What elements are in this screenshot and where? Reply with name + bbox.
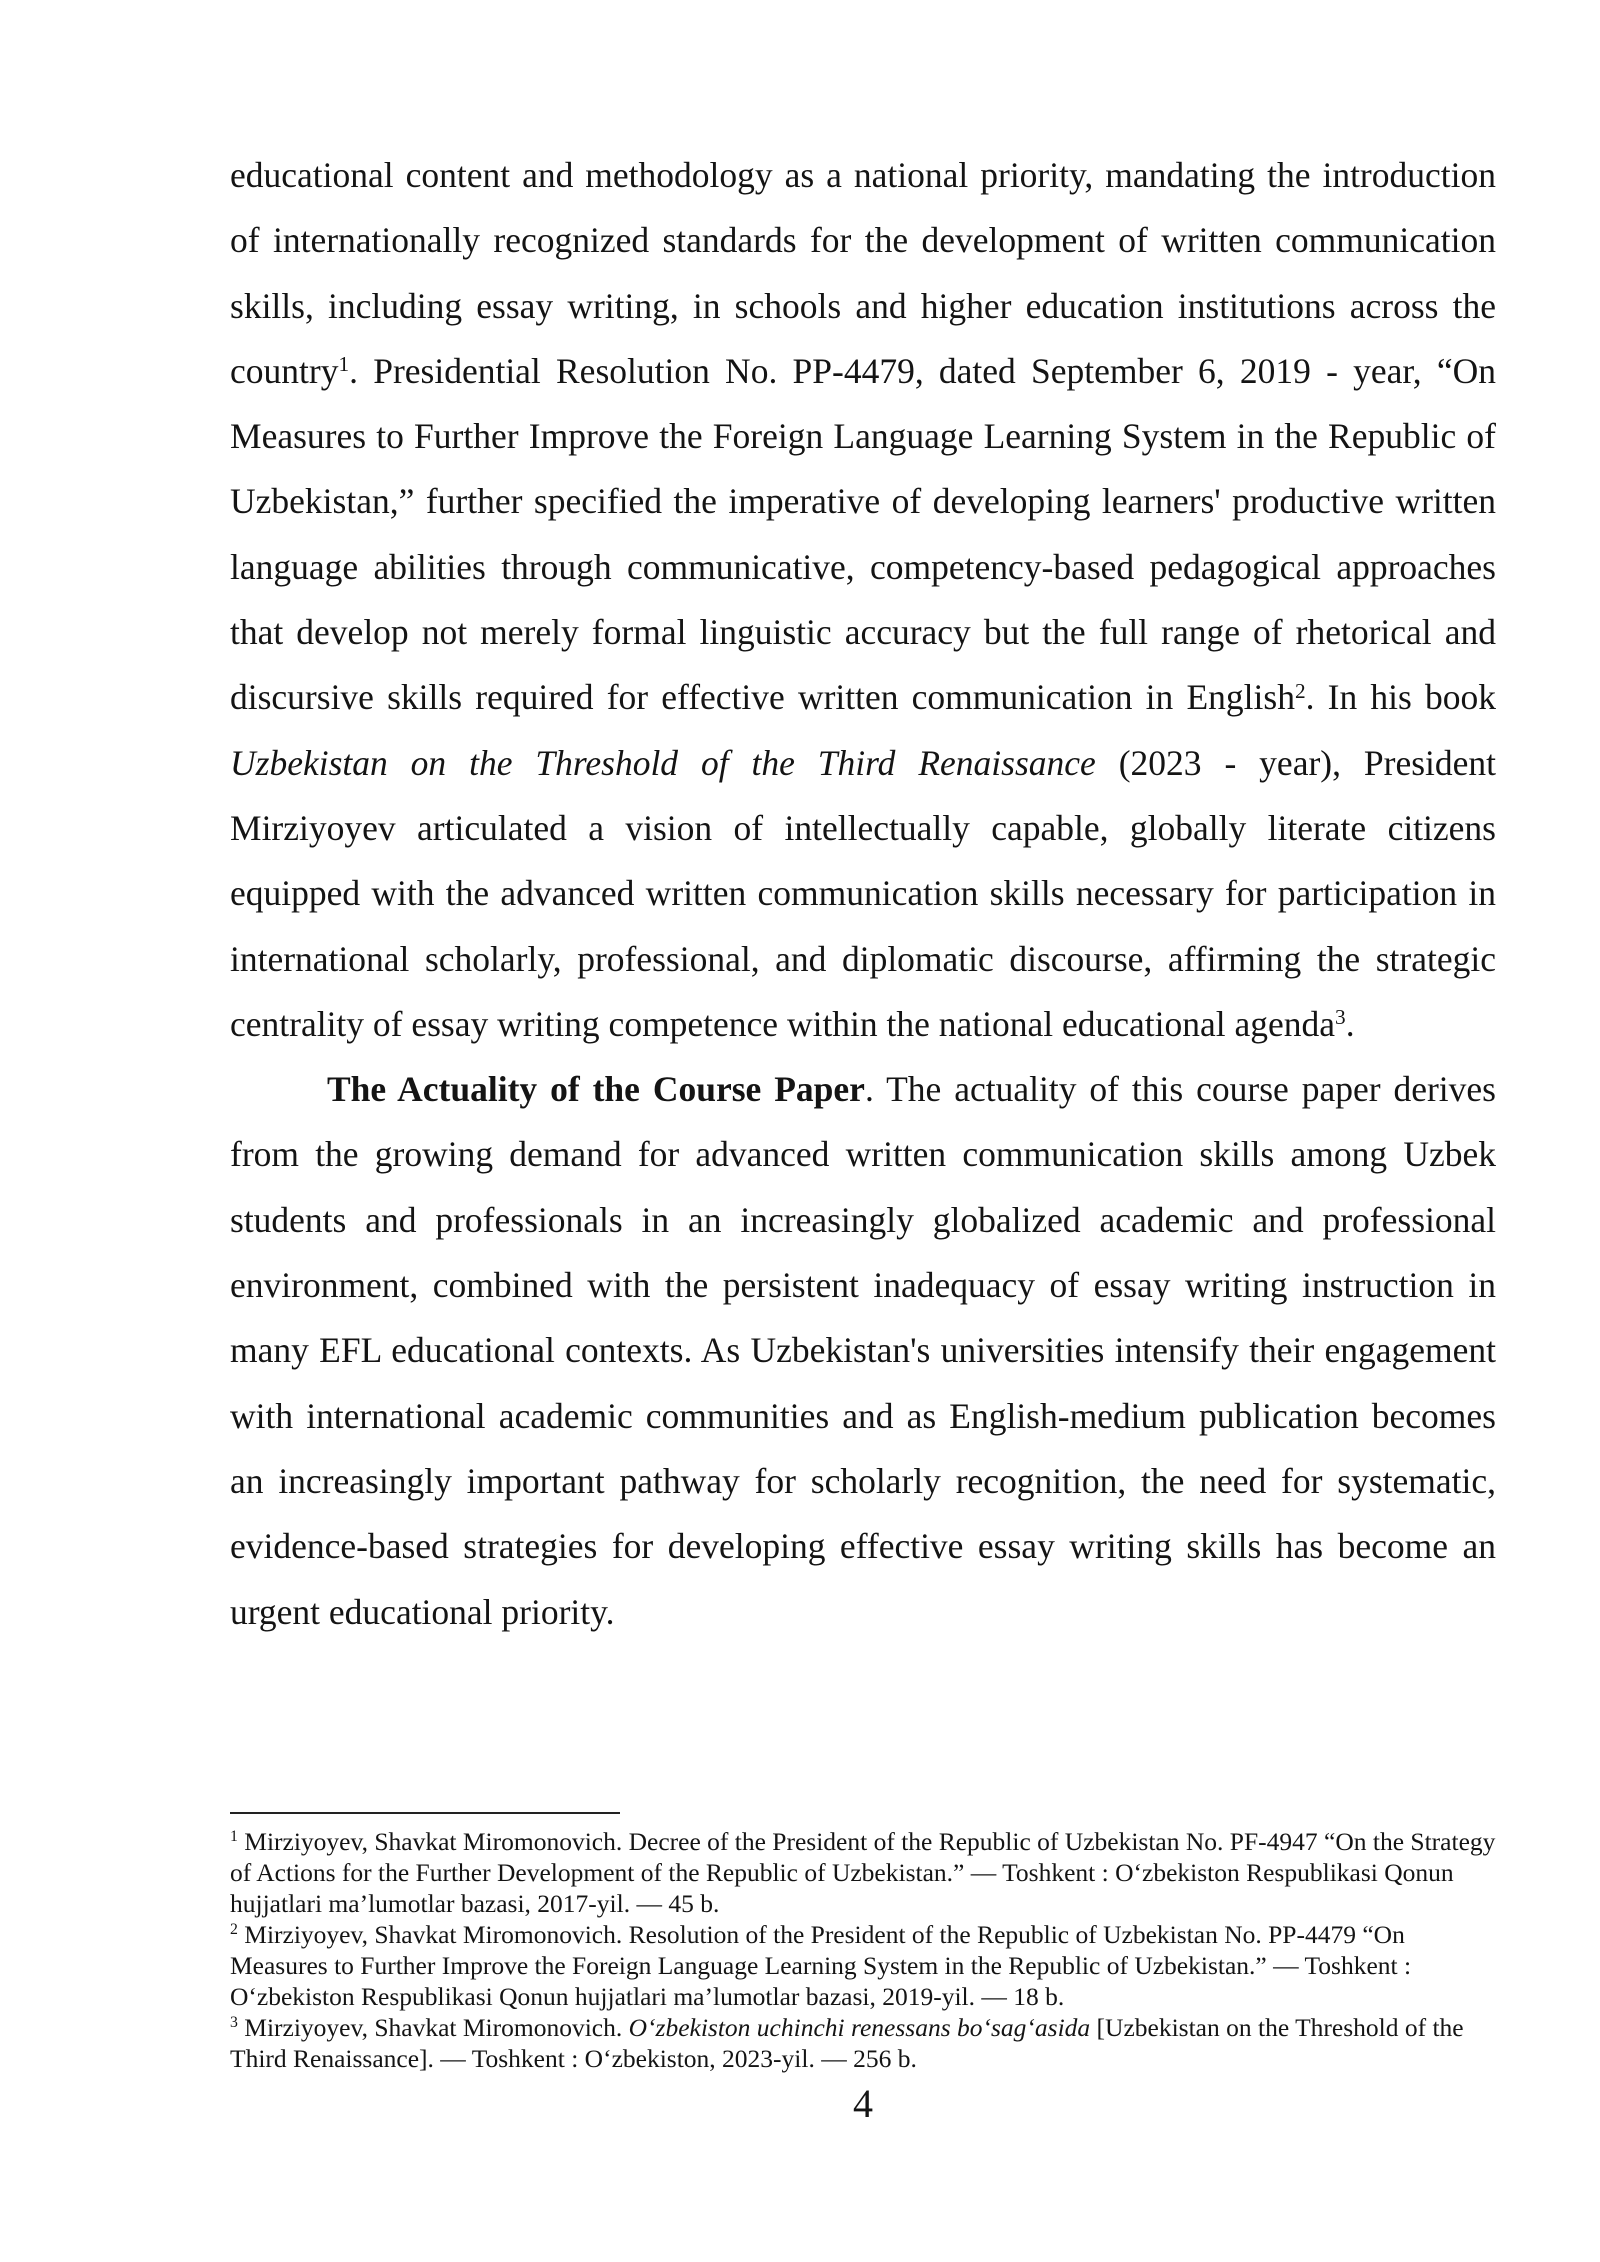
- footnote-3: [230, 2012, 1496, 2074]
- footnote-separator: [230, 1812, 620, 1814]
- book-title: Uzbekistan on the Threshold of the Third Renaissance: [230, 742, 1096, 783]
- footnote-ref-3[interactable]: 3: [1335, 1005, 1346, 1030]
- paragraph-text: . The actuality of this course paper derives from the growing demand for advanced written communication skills among Uzbek students and professionals in an increasingly globalized academic and professional environment, combined with the persistent inadequacy of essay writing instruction in many EFL educational contexts. As Uzbekistan's universities intensify their engagement with international academic communities and as English-medium publication becomes an increasingly important pathway for scholarly recognition, the need for systematic, evidence-based strategies for developing effective essay writing skills has become an urgent educational priority.: [230, 1069, 1496, 1632]
- footnote-ref-2[interactable]: 2: [1294, 678, 1306, 703]
- paragraph-text: . Presidential Resolution No. PP-4479, dated September 6, 2019 - year, “On Measures to Further Improve the Foreign Language Learning System in the Republic of Uzbekistan,” further specified the imperative of developing learners' productive written language abilities through communicative, competency-based pedagogical approaches that develop not merely formal linguistic accuracy but the full range of rhetorical and discursive skills required for effective written communication in English: [230, 350, 1496, 718]
- paragraph-text: . In his book: [1305, 677, 1497, 718]
- section-heading: The Actuality of the Course Paper: [327, 1069, 865, 1110]
- paragraph-policy: [230, 143, 1496, 1057]
- paragraph-actuality: [230, 1057, 1496, 1645]
- body-text: [230, 143, 1496, 1645]
- footnote-ref-1[interactable]: 1: [338, 352, 350, 377]
- footnote-text: Mirziyoyev, Shavkat Miromonovich. Decree of the President of the Republic of Uzbekistan No. PF-4947 “On the Strategy of Actions for the Further Development of the Republic of Uzbekistan.” — Toshkent : O‘zbekiston Respublikasi Qonun hujjatlari ma’lumotlar bazasi, 2017-yil. — 45 b.: [230, 1827, 1496, 1918]
- footnotes: [230, 1826, 1496, 2074]
- paragraph-text: .: [1345, 1003, 1355, 1044]
- page-number: 4: [853, 2081, 873, 2126]
- paragraph-text: (2023 - year), President Mirziyoyev articulated a vision of intellectually capable, globally literate citizens equipped with the advanced written communication skills necessary for participation in international scholarly, professional, and diplomatic discourse, affirming the strategic centrality of essay writing competence within the national educational agenda: [230, 742, 1497, 1044]
- footnote-text: Mirziyoyev, Shavkat Miromonovich.: [237, 2013, 629, 2042]
- footnote-number: 1: [230, 1827, 238, 1845]
- paragraph-text: educational content and methodology as a national priority, mandating the introduction of internationally recognized standards for the development of written communication skills, including essay writing, in schools and higher education institutions across the country: [230, 155, 1496, 391]
- footnote-number: 3: [230, 2013, 238, 2031]
- footnote-book-title: O‘zbekiston uchinchi renessans bo‘sag‘asida: [628, 2013, 1091, 2042]
- footnote-1: [230, 1826, 1496, 1919]
- footnote-text: Mirziyoyev, Shavkat Miromonovich. Resolution of the President of the Republic of Uzbekistan No. PP-4479 “On Measures to Further Improve the Foreign Language Learning System in the Republic of Uzbekistan.” — Toshkent : O‘zbekiston Respublikasi Qonun hujjatlari ma’lumotlar bazasi, 2019-yil. — 18 b.: [230, 1920, 1412, 2011]
- footnote-number: 2: [230, 1920, 238, 1938]
- footnote-text: [Uzbekistan on the Threshold of the Third Renaissance]. — Toshkent : O‘zbekiston, 2023-yil. — 256 b.: [230, 2013, 1464, 2073]
- footnote-2: [230, 1919, 1496, 2012]
